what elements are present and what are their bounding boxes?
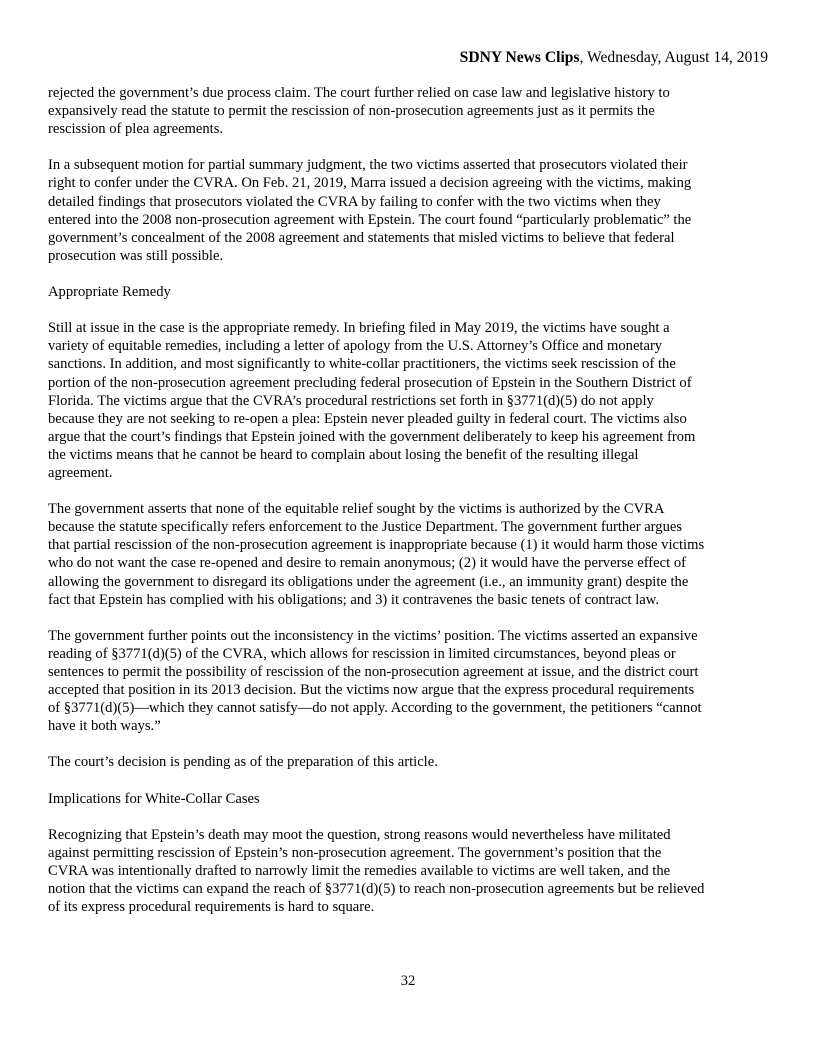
text-line: entered into the 2008 non-prosecution agreement with Epstein. The court found “particularly problematic” the [48, 211, 692, 228]
publication-name: SDNY News Clips [459, 49, 580, 66]
text-line: Recognizing that Epstein’s death may moot the question, strong reasons would nevertheless have militated [48, 826, 671, 843]
text-line: CVRA was intentionally drafted to narrowly limit the remedies available to victims are well taken, and the [48, 863, 671, 880]
text-line: In a subsequent motion for partial summary judgment, the two victims asserted that prosecutors violated their [48, 157, 688, 174]
text-line: the victims means that he cannot be heard to complain about losing the benefit of the resulting illegal [48, 446, 639, 463]
text-line: prosecution was still possible. [48, 247, 224, 264]
text-line: rescission of plea agreements. [48, 121, 224, 138]
text-line: because the statute specifically refers enforcement to the Justice Department. The government further argues [48, 519, 683, 536]
paragraph-inconsistency [48, 627, 778, 736]
text-line: who do not want the case re-opened and desire to remain anonymous; (2) it would have the perverse effect of [48, 555, 686, 572]
text-line: notion that the victims can expand the reach of §3771(d)(5) to reach non-prosecution agreements but be relieved [48, 881, 705, 898]
text-line: against permitting rescission of Epstein’s non-prosecution agreement. The government’s position that the [48, 844, 662, 861]
section-heading-appropriate-remedy: Appropriate Remedy [48, 284, 171, 301]
page-number: 32 [400, 973, 416, 989]
text-line: reading of §3771(d)(5) of the CVRA, which allows for rescission in limited circumstances, beyond pleas or [48, 645, 676, 662]
text-line: expansively read the statute to permit the rescission of non-prosecution agreements just as it permits the [48, 103, 655, 120]
paragraph-decision-pending [48, 753, 778, 771]
text-line: sentences to permit the possibility of rescission of the non-prosecution agreement at issue, and the district court [48, 664, 699, 680]
text-line: because they are not seeking to re-open a plea: Epstein never pleaded guilty in federal court. The victims also [48, 410, 687, 427]
article-body [48, 84, 778, 934]
text-line: accepted that position in its 2013 decision. But the victims now argue that the express procedural requirements [48, 682, 695, 699]
header-date: , Wednesday, August 14, 2019 [579, 49, 768, 66]
paragraph-summary-judgment [48, 156, 778, 265]
text-line: argue that the court’s findings that Epstein joined with the government deliberately to keep his agreement from [48, 428, 696, 445]
section-heading-implications: Implications for White-Collar Cases [48, 790, 260, 807]
text-line: Florida. The victims argue that the CVRA’s procedural restrictions set forth in §3771(d)(5) do not apply [48, 392, 654, 409]
text-line: rejected the government’s due process claim. The court further relied on case law and legislative history to [48, 85, 670, 101]
text-line: have it both ways.” [48, 718, 161, 735]
text-line: that partial rescission of the non-prosecution agreement is inappropriate because (1) it would harm those victims [48, 537, 705, 554]
text-line: fact that Epstein has complied with his obligations; and 3) it contravenes the basic tenets of contract law. [48, 591, 660, 608]
running-header [460, 49, 768, 67]
text-line: government’s concealment of the 2008 agreement and statements that misled victims to believe that federal [48, 229, 675, 246]
text-line: of its express procedural requirements is hard to square. [48, 899, 375, 916]
paragraph-government-asserts [48, 500, 778, 609]
text-line: right to confer under the CVRA. On Feb. 21, 2019, Marra issued a decision agreeing with the victims, making [48, 175, 692, 192]
text-line: agreement. [48, 464, 113, 481]
paragraph-remedy-issue [48, 319, 778, 482]
text-line: variety of equitable remedies, including a letter of apology from the U.S. Attorney’s Office and monetary [48, 338, 663, 355]
text-line: The court’s decision is pending as of the preparation of this article. [48, 754, 438, 771]
text-line: allowing the government to disregard its obligations under the agreement (i.e., an immunity grant) despite the [48, 573, 689, 590]
text-line: Still at issue in the case is the appropriate remedy. In briefing filed in May 2019, the victims have sought a [48, 320, 670, 337]
paragraph-due-process [48, 84, 778, 138]
text-line: portion of the non-prosecution agreement precluding federal prosecution of Epstein in the Southern District of [48, 374, 692, 391]
text-line: sanctions. In addition, and most significantly to white-collar practitioners, the victims seek rescission of the [48, 356, 676, 373]
text-line: The government further points out the inconsistency in the victims’ position. The victims asserted an expansive [48, 627, 698, 644]
text-line: of §3771(d)(5)—which they cannot satisfy—do not apply. According to the government, the petitioners “cannot [48, 700, 702, 717]
paragraph-implications [48, 826, 778, 916]
text-line: The government asserts that none of the equitable relief sought by the victims is authorized by the CVRA [48, 501, 665, 518]
text-line: detailed findings that prosecutors violated the CVRA by failing to confer with the two victims when they [48, 193, 661, 210]
